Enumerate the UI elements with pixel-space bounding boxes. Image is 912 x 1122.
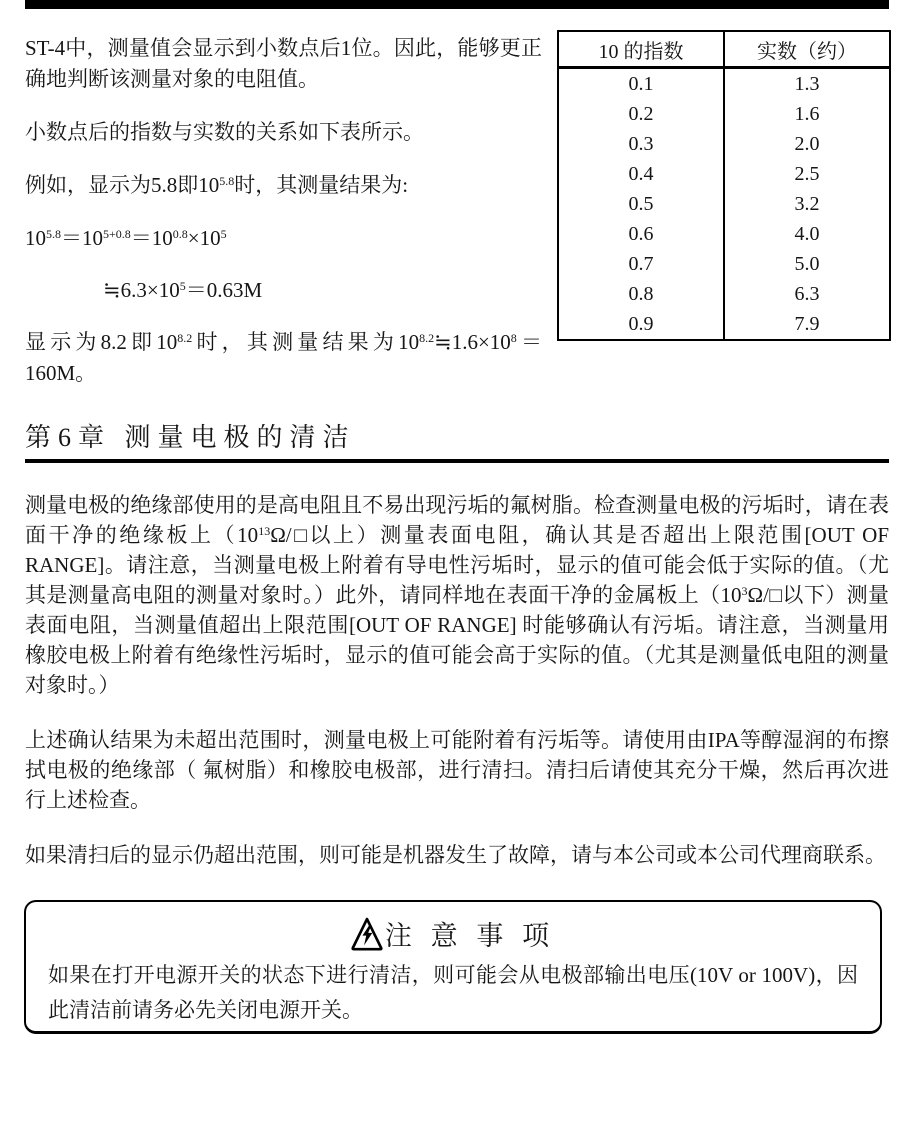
table-cell: 0.2 — [558, 99, 724, 129]
table-cell: 1.3 — [794, 72, 820, 95]
superscript: 13 — [258, 524, 271, 538]
superscript: 0.8 — [172, 227, 188, 241]
table-cell: 2.0 — [794, 132, 820, 155]
chapter-heading: 第6章 测量电极的清洁 — [25, 423, 356, 452]
table-cell: 0.8 — [558, 279, 724, 309]
table-cell: 7.9 — [794, 312, 820, 335]
intro-section — [25, 33, 542, 411]
column-header-exponent: 10 的指数 — [558, 31, 724, 68]
table-cell: 0.6 — [558, 219, 724, 249]
table-cell: 0.9 — [558, 309, 724, 340]
superscript: 8.2 — [177, 331, 193, 345]
superscript: 5.8 — [219, 174, 235, 188]
superscript: 5+0.8 — [103, 227, 131, 241]
table-cell: 2.5 — [794, 162, 820, 185]
caution-body-text: 如果在打开电源开关的状态下进行清洁，则可能会从电极部输出电压(10V or 100V)，因此清洁前请务必先关闭电源开关。 — [48, 963, 858, 1022]
table-row — [558, 279, 890, 309]
formula-line-1: $10^{5.8}=10^{5+0.8}=10^{0.8}\times 10^5$ — [25, 226, 227, 250]
body-paragraph-1: 测量电极的绝缘部使用的是高电阻且不易出现污垢的氟树脂。检查测量电极的污垢时，请在表面干净的绝缘板上（$10^{13}\Omega/□$以上）测量表面电阻，确认其是否超出上限范围[OUT OF RANGE]。请注意，当测量电极上附着有导电性污垢时，显示的值可能会低于实际的值。（尤其是测量高电阻的测量对象时。）此外，请同样地在表面干净的金属板上（$10^3\Omega/□$以下）测量表面电阻，当测量值超出上限范围[OUT OF RANGE] 时能够确认有污垢。请注意，当测量用橡胶电极上附着有绝缘性污垢时，显示的值可能会高于实际的值。（尤其是测量低电阻的测量对象时。） — [25, 493, 890, 697]
table-cell: 0.7 — [558, 249, 724, 279]
table-cell: 1.6 — [794, 102, 820, 125]
caution-box — [24, 900, 882, 1034]
table-cell: 5.0 — [794, 252, 820, 275]
intro-paragraph-1: ST-4中，测量值会显示到小数点后1位。因此，能够更正确地判断该测量对象的电阻值。 — [25, 36, 542, 91]
table-cell: 0.4 — [558, 159, 724, 189]
caution-title-row — [26, 914, 880, 953]
table-row — [558, 129, 890, 159]
formula-line-2: $≒6.3\times 10^5=0.63M$ — [103, 278, 263, 302]
table-row — [558, 189, 890, 219]
table-cell: 0.3 — [558, 129, 724, 159]
table-cell: 3.2 — [794, 192, 820, 215]
table-cell: 0.5 — [558, 189, 724, 219]
body-paragraph-2: 上述确认结果为未超出范围时，测量电极上可能附着有污垢等。请使用由IPA等醇湿润的布擦拭电极的绝缘部（ 氟树脂）和橡胶电极部，进行清扫。清扫后请使其充分干燥，然后再次进行上述检查。 — [25, 728, 889, 812]
superscript: 8 — [510, 331, 517, 345]
superscript: 5 — [179, 279, 186, 293]
table-row — [558, 68, 890, 100]
high-voltage-warning-icon — [351, 916, 383, 952]
page-top-rule — [25, 0, 889, 9]
table-row — [558, 159, 890, 189]
intro-paragraph-4: 显示为8.2即$10^{8.2}$时，其测量结果为$10^{8.2}≒1.6\times 10^8=160M$。 — [25, 330, 542, 385]
table-row — [558, 309, 890, 340]
table-cell: 4.0 — [794, 222, 820, 245]
chapter-body — [25, 490, 889, 895]
table-row — [558, 99, 890, 129]
chapter-heading-rule — [25, 459, 889, 463]
exponent-real-number-table — [557, 30, 891, 341]
intro-paragraph-3: 例如，显示为5.8即$10^{5.8}$时，其测量结果为: — [25, 173, 409, 197]
body-paragraph-3: 如果清扫后的显示仍超出范围，则可能是机器发生了故障，请与本公司或本公司代理商联系。 — [25, 843, 886, 867]
table-cell: 0.1 — [558, 68, 724, 100]
superscript: 8.2 — [419, 331, 435, 345]
table-cell: 6.3 — [794, 282, 820, 305]
table-row — [558, 219, 890, 249]
superscript: 3 — [741, 584, 748, 598]
table-row — [558, 249, 890, 279]
caution-title-text: 注 意 事 项 — [384, 921, 556, 951]
superscript: 5.8 — [46, 227, 61, 241]
intro-paragraph-2: 小数点后的指数与实数的关系如下表所示。 — [25, 120, 424, 144]
column-header-real-number: 实数（约） — [724, 31, 890, 68]
superscript: 5 — [220, 227, 227, 241]
table-header-row — [558, 31, 890, 68]
